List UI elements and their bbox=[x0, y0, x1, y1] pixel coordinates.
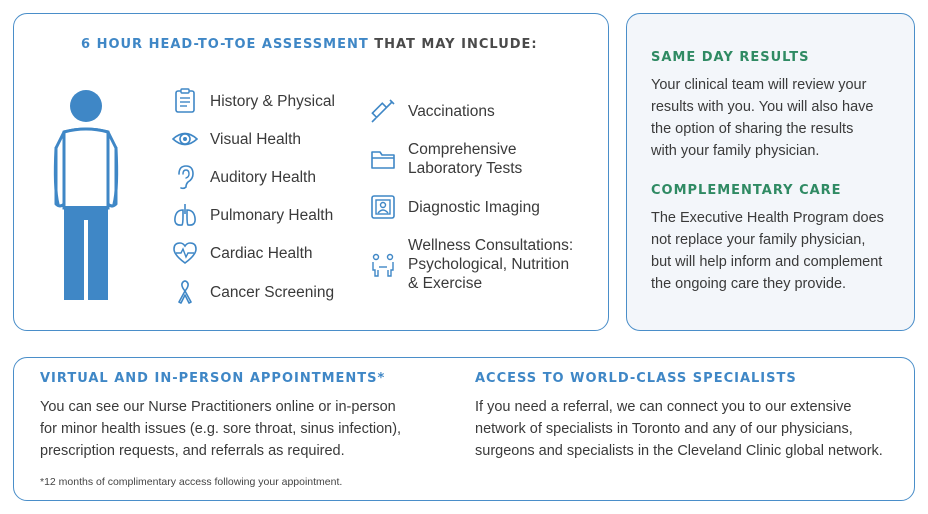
assessment-item bbox=[170, 238, 313, 268]
assessment-item bbox=[170, 277, 334, 307]
virtual-appointments-title: VIRTUAL AND IN-PERSON APPOINTMENTS* bbox=[40, 371, 386, 386]
item-label-line: Psychological, Nutrition bbox=[408, 256, 570, 273]
text-line: prescription requests, and referrals as required. bbox=[40, 443, 345, 459]
text-line: the option of sharing the results bbox=[651, 121, 854, 137]
item-label: Cancer Screening bbox=[210, 283, 335, 301]
text-line: network of specialists in Toronto and any of our physicians, bbox=[475, 421, 853, 437]
assessment-title-highlight: 6 HOUR HEAD-TO-TOE ASSESSMENT bbox=[81, 37, 369, 52]
text-line: not replace your family physician, bbox=[651, 232, 866, 248]
virtual-appointments-text bbox=[40, 396, 460, 462]
assessment-item bbox=[170, 124, 301, 154]
item-label-line: Wellness Consultations: bbox=[408, 237, 574, 254]
item-label: Visual Health bbox=[210, 130, 302, 148]
item-label: Auditory Health bbox=[210, 168, 316, 186]
lungs-icon bbox=[170, 200, 200, 230]
item-label: Cardiac Health bbox=[210, 244, 313, 262]
item-label-multiline bbox=[408, 140, 522, 178]
item-label: Pulmonary Health bbox=[210, 206, 334, 224]
footnote: *12 months of complimentary access following your appointment. bbox=[40, 476, 343, 488]
assessment-title-rest: THAT MAY INCLUDE: bbox=[374, 37, 538, 52]
assessment-item bbox=[368, 236, 573, 293]
ribbon-icon bbox=[170, 277, 200, 307]
item-label-line: Laboratory Tests bbox=[408, 160, 523, 177]
text-line: The Executive Health Program does bbox=[651, 210, 884, 226]
imaging-icon bbox=[368, 192, 398, 222]
eye-icon bbox=[170, 124, 200, 154]
assessment-title bbox=[81, 37, 538, 52]
specialists-title: ACCESS TO WORLD-CLASS SPECIALISTS bbox=[475, 371, 797, 386]
folder-icon bbox=[368, 144, 398, 174]
item-label-multiline bbox=[408, 236, 573, 293]
assessment-item bbox=[368, 192, 540, 222]
text-line: You can see our Nurse Practitioners online or in-person bbox=[40, 399, 396, 415]
assessment-item bbox=[368, 96, 495, 126]
same-day-results-title: SAME DAY RESULTS bbox=[651, 50, 810, 65]
same-day-results-text bbox=[651, 74, 906, 162]
assessment-item bbox=[368, 140, 522, 178]
specialists-text bbox=[475, 396, 910, 462]
person-figure-icon bbox=[50, 88, 122, 304]
complementary-care-text bbox=[651, 207, 906, 295]
heart-pulse-icon bbox=[170, 238, 200, 268]
complementary-care-title: COMPLEMENTARY CARE bbox=[651, 183, 842, 198]
item-label: Vaccinations bbox=[408, 102, 495, 120]
syringe-icon bbox=[368, 96, 398, 126]
text-line: for minor health issues (e.g. sore throat, sinus infection), bbox=[40, 421, 402, 437]
assessment-item bbox=[170, 200, 333, 230]
item-label-line: Comprehensive bbox=[408, 141, 517, 158]
ear-icon bbox=[170, 162, 200, 192]
assessment-item bbox=[170, 86, 335, 116]
item-label-line: & Exercise bbox=[408, 275, 483, 292]
text-line: Your clinical team will review your bbox=[651, 77, 867, 93]
text-line: the ongoing care they provide. bbox=[651, 276, 847, 292]
consultation-icon bbox=[368, 250, 398, 280]
clipboard-icon bbox=[170, 86, 200, 116]
text-line: If you need a referral, we can connect you to our extensive bbox=[475, 399, 852, 415]
item-label: Diagnostic Imaging bbox=[408, 198, 540, 216]
item-label: History & Physical bbox=[210, 92, 335, 110]
text-line: surgeons and specialists in the Cleveland Clinic global network. bbox=[475, 443, 883, 459]
assessment-item bbox=[170, 162, 316, 192]
text-line: results with you. You will also have bbox=[651, 99, 874, 115]
text-line: with your family physician. bbox=[651, 143, 820, 159]
text-line: but will help inform and complement bbox=[651, 254, 883, 270]
